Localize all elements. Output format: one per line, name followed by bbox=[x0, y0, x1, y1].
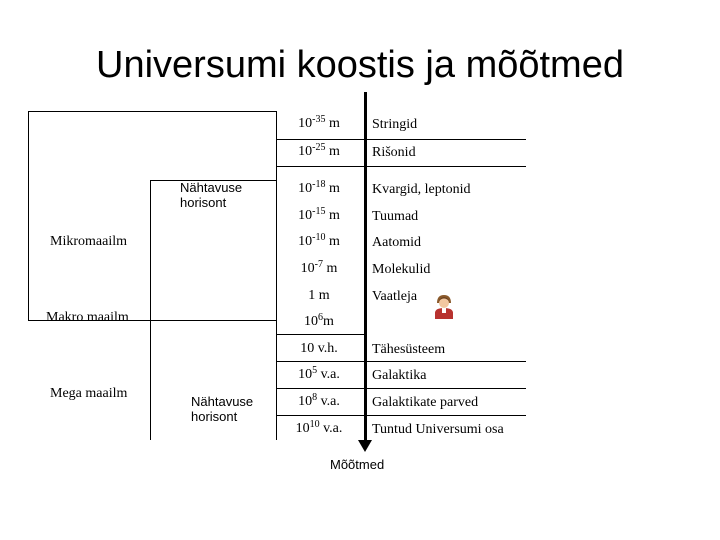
row-separator bbox=[276, 415, 526, 416]
row-separator bbox=[276, 388, 526, 389]
row-separator bbox=[276, 334, 366, 335]
person-icon bbox=[432, 292, 456, 320]
horizon-label-top: Nähtavuse horisont bbox=[180, 180, 243, 210]
object-label: Tuumad bbox=[372, 209, 419, 224]
size-axis bbox=[364, 92, 367, 444]
horizon-divider-upper bbox=[150, 180, 151, 320]
object-label: Kvargid, leptonid bbox=[372, 182, 471, 197]
size-value: $10^{-15}$ m bbox=[298, 206, 340, 223]
size-value: $10^{-18}$ m bbox=[298, 179, 340, 196]
object-label: Galaktikate parved bbox=[372, 395, 479, 410]
horizon-divider-lower bbox=[150, 320, 151, 440]
axis-label: Mõõtmed bbox=[330, 457, 385, 472]
row-separator bbox=[276, 166, 526, 167]
size-value: $10^{-10}$ m bbox=[298, 232, 340, 249]
object-label: Tuntud Universumi osa bbox=[372, 422, 504, 437]
size-value: $10^6m$ bbox=[304, 312, 334, 329]
left-border bbox=[28, 111, 29, 320]
object-label: Molekulid bbox=[372, 262, 431, 277]
row-separator bbox=[276, 361, 526, 362]
size-value: $10^{10}$ v.a. bbox=[295, 419, 343, 436]
size-value: $10^8$ v.a. bbox=[298, 392, 340, 409]
object-label: Tähesüsteem bbox=[372, 342, 446, 357]
object-label: Stringid bbox=[372, 117, 418, 132]
size-value: $10^{-35}$ m bbox=[298, 114, 340, 131]
object-label: Rišonid bbox=[372, 145, 416, 160]
size-value: $10^5$ v.a. bbox=[298, 365, 340, 382]
object-label: Galaktika bbox=[372, 368, 427, 383]
horizon-label-bottom: Nähtavuse horisont bbox=[191, 394, 254, 424]
size-value: 1 m bbox=[308, 288, 330, 303]
macro-world-label: Makro maailm bbox=[46, 310, 129, 325]
size-value: $10^{-7}$ m bbox=[300, 259, 338, 276]
page-title: Universumi koostis ja mõõtmed bbox=[96, 44, 624, 86]
object-label: Vaatleja bbox=[372, 289, 418, 304]
row-separator bbox=[276, 139, 526, 140]
top-left-border bbox=[28, 111, 276, 112]
mega-world-label: Mega maailm bbox=[50, 386, 128, 401]
micro-world-label: Mikromaailm bbox=[50, 234, 127, 249]
axis-arrowhead bbox=[358, 440, 372, 452]
size-value: 10 v.h. bbox=[300, 341, 338, 356]
object-label: Aatomid bbox=[372, 235, 421, 250]
size-value: $10^{-25}$ m bbox=[298, 142, 340, 159]
